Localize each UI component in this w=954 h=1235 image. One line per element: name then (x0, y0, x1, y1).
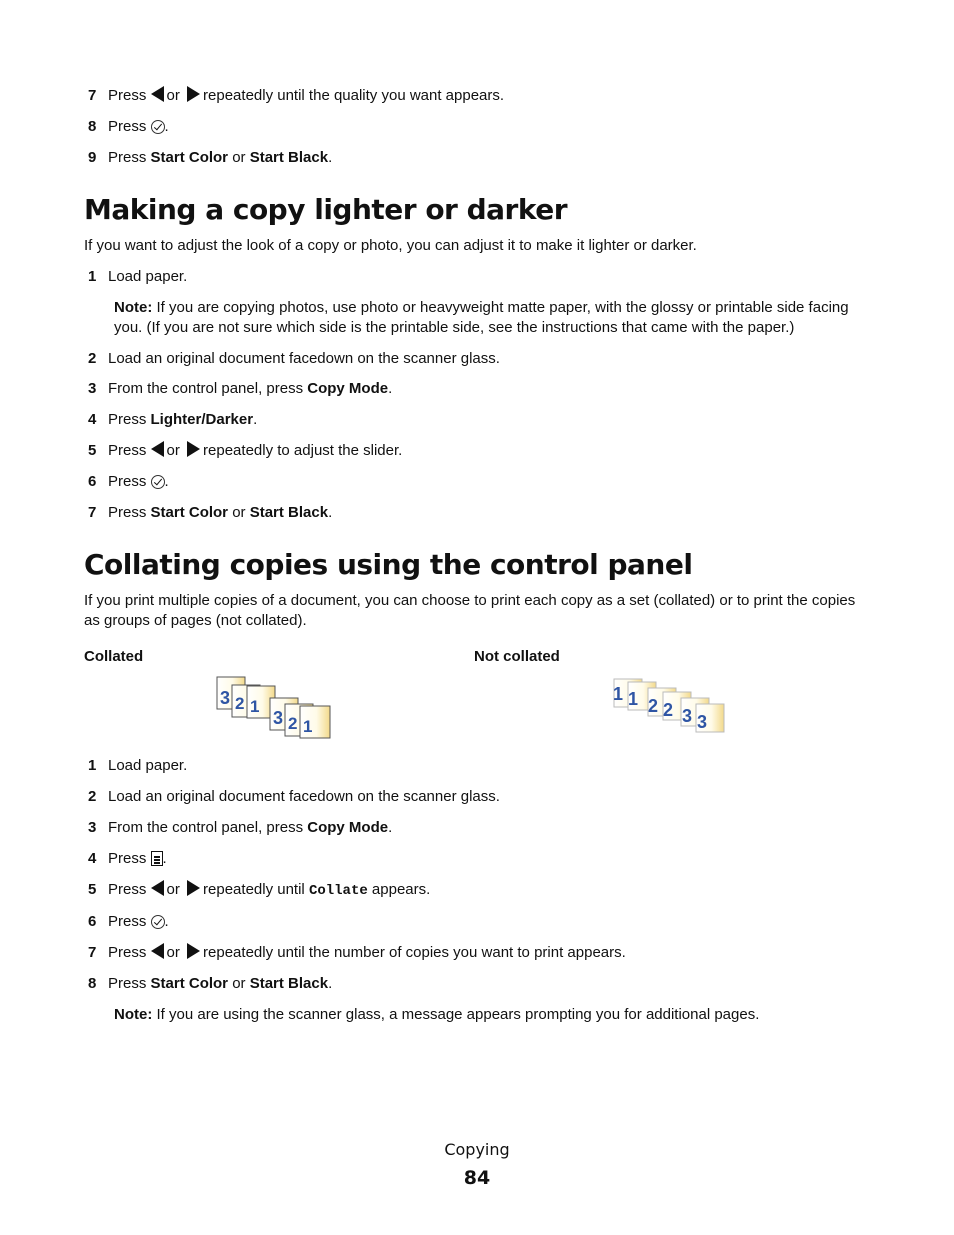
s2-step-3: 3 From the control panel, press Copy Mode. (88, 819, 393, 836)
menu-icon (151, 851, 163, 866)
svg-text:1: 1 (303, 717, 313, 736)
s2-step-6: 6 Press . (88, 913, 169, 930)
left-arrow-icon (151, 86, 164, 102)
left-arrow-icon (151, 943, 164, 959)
left-arrow-icon (151, 880, 164, 896)
svg-text:2: 2 (648, 696, 659, 716)
right-arrow-icon (187, 880, 200, 896)
s1-step-6: 6 Press . (88, 473, 169, 490)
section1-intro: If you want to adjust the look of a copy or photo, you can adjust it to make it lighter or darker. (84, 237, 697, 254)
right-arrow-icon (187, 86, 200, 102)
svg-text:3: 3 (273, 708, 284, 728)
page-number: 84 (463, 1167, 491, 1189)
svg-text:3: 3 (220, 688, 231, 708)
svg-text:3: 3 (682, 706, 693, 726)
svg-text:2: 2 (288, 714, 298, 733)
not-collated-label: Not collated (474, 648, 560, 665)
s1-step-3: 3 From the control panel, press Copy Mode. (88, 380, 393, 397)
collated-label: Collated (84, 648, 144, 665)
svg-text:3: 3 (697, 712, 708, 732)
svg-text:1: 1 (250, 697, 260, 716)
s1-note: Note: If you are copying photos, use photo or heavyweight matte paper, with the glossy or printable side facing you. (If you are not sure which side is the printable side, see the instructions that came with the paper.) (114, 299, 849, 336)
step-7-quality: 7 Press or repeatedly until the quality you want appears. (88, 87, 505, 104)
s2-step-8: 8 Press Start Color or Start Black. (88, 975, 333, 992)
s1-step-5: 5 Press or repeatedly to adjust the slider. (88, 442, 403, 459)
section-heading-lighter-darker: Making a copy lighter or darker (84, 193, 568, 226)
section2-intro: If you print multiple copies of a document, you can choose to print each copy as a set (collated) or to print the copies as groups of pages (not collated). (84, 592, 856, 629)
s2-step-4: 4 Press . (88, 850, 167, 867)
left-arrow-icon (151, 441, 164, 457)
ok-check-icon (151, 475, 165, 489)
footer-section-name: Copying (444, 1140, 510, 1159)
s2-step-1: 1 Load paper. (88, 757, 188, 774)
ok-check-icon (151, 915, 165, 929)
svg-text:2: 2 (235, 694, 245, 713)
s2-step-5: 5 Press or repeatedly until Collate appears. (88, 881, 431, 899)
svg-text:2: 2 (663, 700, 674, 720)
s1-step-1: 1 Load paper. (88, 268, 188, 285)
step-9-start: 9 Press Start Color or Start Black. (88, 149, 333, 166)
not-collated-pages-illustration (610, 674, 730, 736)
notcollated-page-3b (696, 704, 724, 732)
ok-check-icon (151, 120, 165, 134)
s1-step-4: 4 Press Lighter/Darker. (88, 411, 258, 428)
section-heading-collating: Collating copies using the control panel (84, 548, 693, 581)
svg-text:1: 1 (628, 689, 639, 709)
collated-page-1b (300, 706, 330, 738)
step-8-press-ok: 8 Press . (88, 118, 169, 135)
right-arrow-icon (187, 943, 200, 959)
collated-pages-illustration (215, 674, 335, 740)
right-arrow-icon (187, 441, 200, 457)
s2-step-2: 2 Load an original document facedown on the scanner glass. (88, 788, 500, 805)
svg-text:1: 1 (613, 684, 624, 704)
s1-step-7: 7 Press Start Color or Start Black. (88, 504, 333, 521)
s2-note: Note: If you are using the scanner glass, a message appears prompting you for additional pages. (114, 1006, 760, 1023)
s2-step-7: 7 Press or repeatedly until the number of copies you want to print appears. (88, 944, 626, 961)
s1-step-2: 2 Load an original document facedown on the scanner glass. (88, 350, 500, 367)
